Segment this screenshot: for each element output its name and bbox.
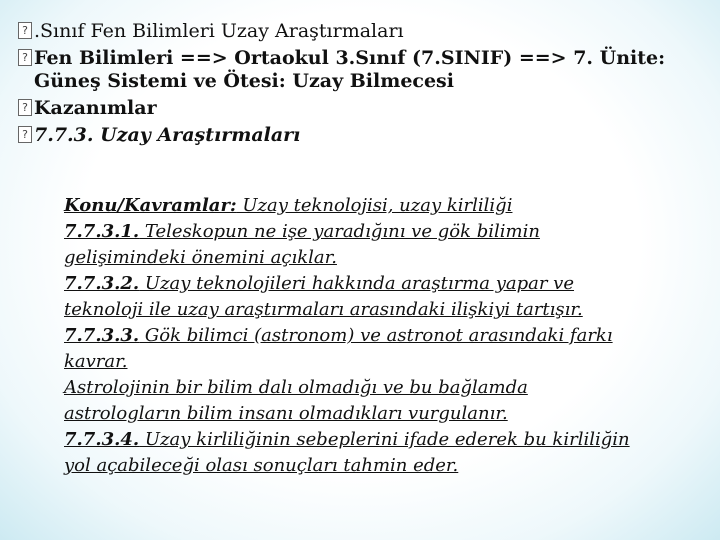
astrology-note-text-1: Astrolojinin bir bilim dalı olmadığı ve bu bağlamda: [64, 377, 528, 398]
outcome-2-line-1: [64, 271, 686, 297]
outcome-1-line-1: [64, 219, 686, 245]
bullet-text: Fen Bilimleri ==> Ortaokul 3.Sınıf (7.SINIF) ==> 7. Ünite: Güneş Sistemi ve Ötesi: Uzay Bilmecesi: [34, 47, 666, 92]
outcome-3-line-1: [64, 323, 686, 349]
konu-label: Konu/Kavramlar:: [64, 195, 237, 216]
missing-glyph-icon: ?: [18, 99, 32, 116]
bullet-item-kazanimlar: [18, 97, 703, 120]
bullet-text: Kazanımlar: [34, 97, 157, 119]
outcome-1-text-2: gelişimindeki önemini açıklar.: [64, 247, 337, 268]
outcome-3-code: 7.7.3.3.: [64, 325, 140, 346]
bullet-list: [18, 20, 703, 151]
bullet-text: .Sınıf Fen Bilimleri Uzay Araştırmaları: [34, 20, 404, 42]
outcome-4-code: 7.7.3.4.: [64, 429, 140, 450]
outcome-2-text-1: Uzay teknolojileri hakkında araştırma yapar ve: [139, 273, 575, 294]
outcome-4-line-1: [64, 427, 686, 453]
outcomes-text: [64, 193, 686, 479]
astrology-note-line-2: [64, 401, 686, 427]
astrology-note-text-2: astrologların bilim insanı olmadıkları vurgulanır.: [64, 403, 508, 424]
missing-glyph-icon: ?: [18, 49, 32, 66]
bullet-item-unit-code: [18, 124, 703, 147]
bullet-item-title: [18, 20, 703, 43]
outcome-1-code: 7.7.3.1.: [64, 221, 140, 242]
outcome-4-text-2: yol açabileceği olası sonuçları tahmin eder.: [64, 455, 459, 476]
outcome-2-code: 7.7.3.2.: [64, 273, 140, 294]
outcome-2-line-2: [64, 297, 686, 323]
outcome-3-text-2: kavrar.: [64, 351, 128, 372]
konu-text: Uzay teknolojisi, uzay kirliliği: [236, 195, 513, 216]
astrology-note-line-1: [64, 375, 686, 401]
outcome-1-text-1: Teleskopun ne işe yaradığını ve gök bilimin: [139, 221, 540, 242]
outcome-4-line-2: [64, 453, 686, 479]
outcome-1-line-2: [64, 245, 686, 271]
outcome-2-text-2: teknoloji ile uzay araştırmaları arasındaki ilişkiyi tartışır.: [64, 299, 583, 320]
konu-line: [64, 193, 686, 219]
missing-glyph-icon: ?: [18, 22, 32, 39]
outcome-3-text-1: Gök bilimci (astronom) ve astronot arasındaki farkı: [139, 325, 613, 346]
bullet-text: 7.7.3. Uzay Araştırmaları: [34, 124, 301, 146]
outcome-4-text-1: Uzay kirliliğinin sebeplerini ifade ederek bu kirliliğin: [139, 429, 630, 450]
outcome-3-line-2: [64, 349, 686, 375]
bullet-item-course-path: [18, 47, 703, 93]
missing-glyph-icon: ?: [18, 126, 32, 143]
